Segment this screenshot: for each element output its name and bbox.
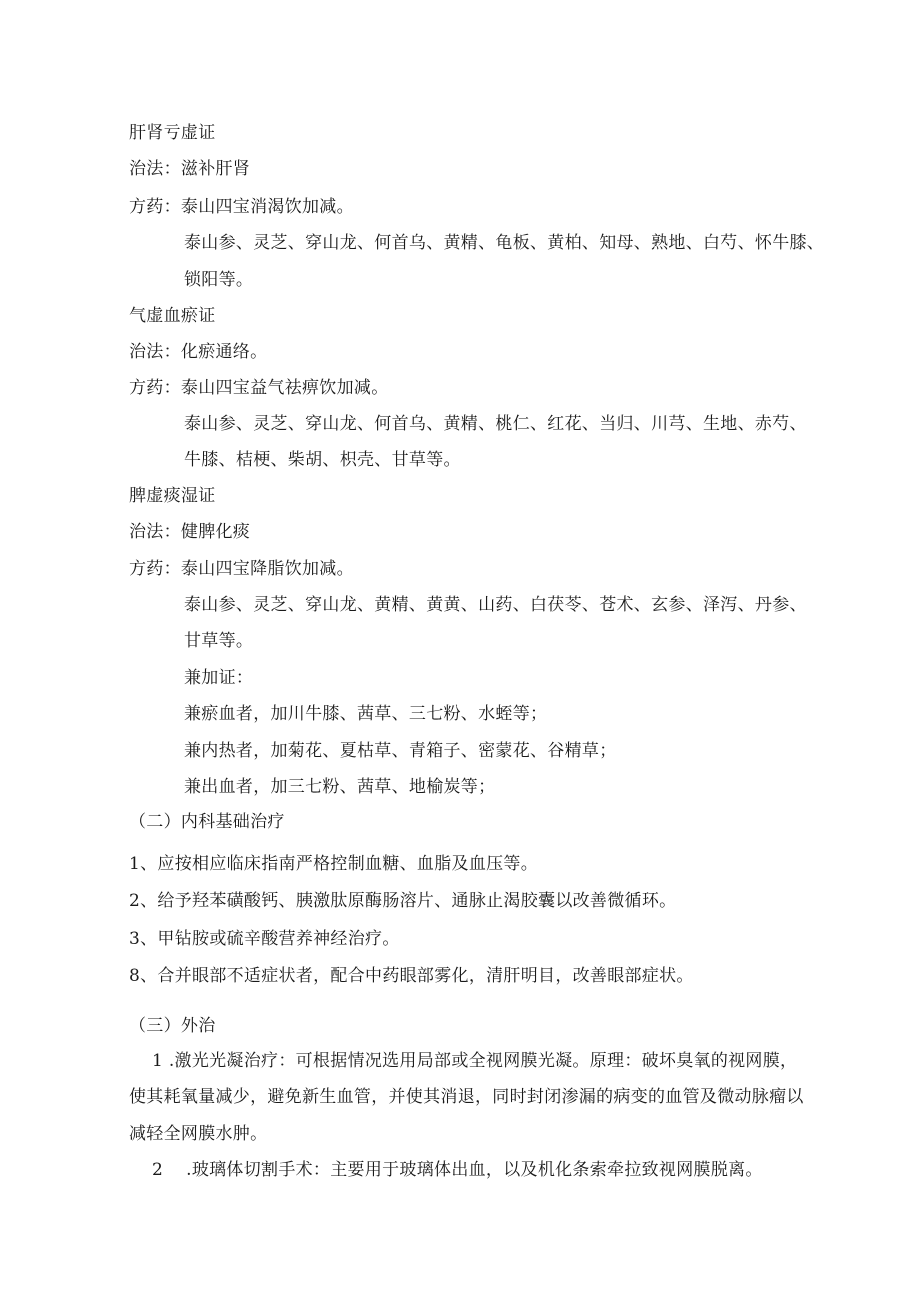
combined-syndromes-label: 兼加证：	[184, 668, 254, 688]
combined-syndrome-item: 兼出血者，加三七粉、茜草、地榆炭等；	[184, 777, 496, 797]
numbered-item: 3、甲钻胺或硫辛酸营养神经治疗。	[129, 929, 400, 949]
numbered-item: 1、应按相应临床指南严格控制血糖、血脂及血压等。	[129, 854, 539, 874]
section-heading-external-treatment: （三）外治	[129, 1016, 216, 1036]
treatment-method: 治法：化瘀通络。	[129, 342, 268, 362]
treatment-method: 治法：健脾化痰	[129, 522, 251, 542]
combined-syndrome-item: 兼瘀血者，加川牛膝、茜草、三七粉、水蛭等；	[184, 704, 548, 724]
syndrome-heading-liver-kidney: 肝肾亏虚证	[129, 123, 216, 143]
numbered-item: 2、给予羟苯磺酸钙、胰激肽原酶肠溶片、通脉止渴胶囊以改善微循环。	[129, 891, 677, 911]
paragraph-vitrectomy: 2 .玻璃体切割手术：主要用于玻璃体出血，以及机化条索牵拉致视网膜脱离。	[152, 1160, 763, 1180]
prescription: 方药：泰山四宝降脂饮加减。	[129, 559, 354, 579]
syndrome-heading-qi-blood: 气虚血瘀证	[129, 306, 216, 326]
herb-list-continued: 牛膝、桔梗、柴胡、枳壳、甘草等。	[184, 450, 461, 470]
section-heading-internal-treatment: （二）内科基础治疗	[129, 812, 285, 832]
numbered-item: 8、合并眼部不适症状者，配合中药眼部雾化，清肝明目，改善眼部症状。	[129, 966, 694, 986]
combined-syndrome-item: 兼内热者，加菊花、夏枯草、青箱子、密蒙花、谷精草；	[184, 741, 617, 761]
herb-list-continued: 锁阳等。	[184, 270, 254, 290]
paragraph-laser-therapy: 1 .激光光凝治疗：可根据情况选用局部或全视网膜光凝。原理：破坏臭氧的视网膜，	[152, 1051, 798, 1071]
syndrome-heading-spleen: 脾虚痰湿证	[129, 486, 216, 506]
herb-list: 泰山参、灵芝、穿山龙、黄精、黄黄、山药、白茯苓、苍术、玄参、泽泻、丹参、	[184, 595, 807, 615]
paragraph-laser-therapy-continued: 使其耗氧量减少，避免新生血管，并使其消退，同时封闭渗漏的病变的血管及微动脉瘤以	[129, 1087, 804, 1107]
prescription: 方药：泰山四宝益气祛痹饮加减。	[129, 378, 389, 398]
herb-list: 泰山参、灵芝、穿山龙、何首乌、黄精、龟板、黄柏、知母、熟地、白芍、怀牛膝、	[184, 233, 825, 253]
prescription: 方药：泰山四宝消渴饮加减。	[129, 197, 354, 217]
treatment-method: 治法：滋补肝肾	[129, 159, 251, 179]
herb-list: 泰山参、灵芝、穿山龙、何首乌、黄精、桃仁、红花、当归、川芎、生地、赤芍、	[184, 414, 807, 434]
paragraph-laser-therapy-continued: 减轻全网膜水肿。	[129, 1124, 268, 1144]
herb-list-continued: 甘草等。	[184, 631, 254, 651]
